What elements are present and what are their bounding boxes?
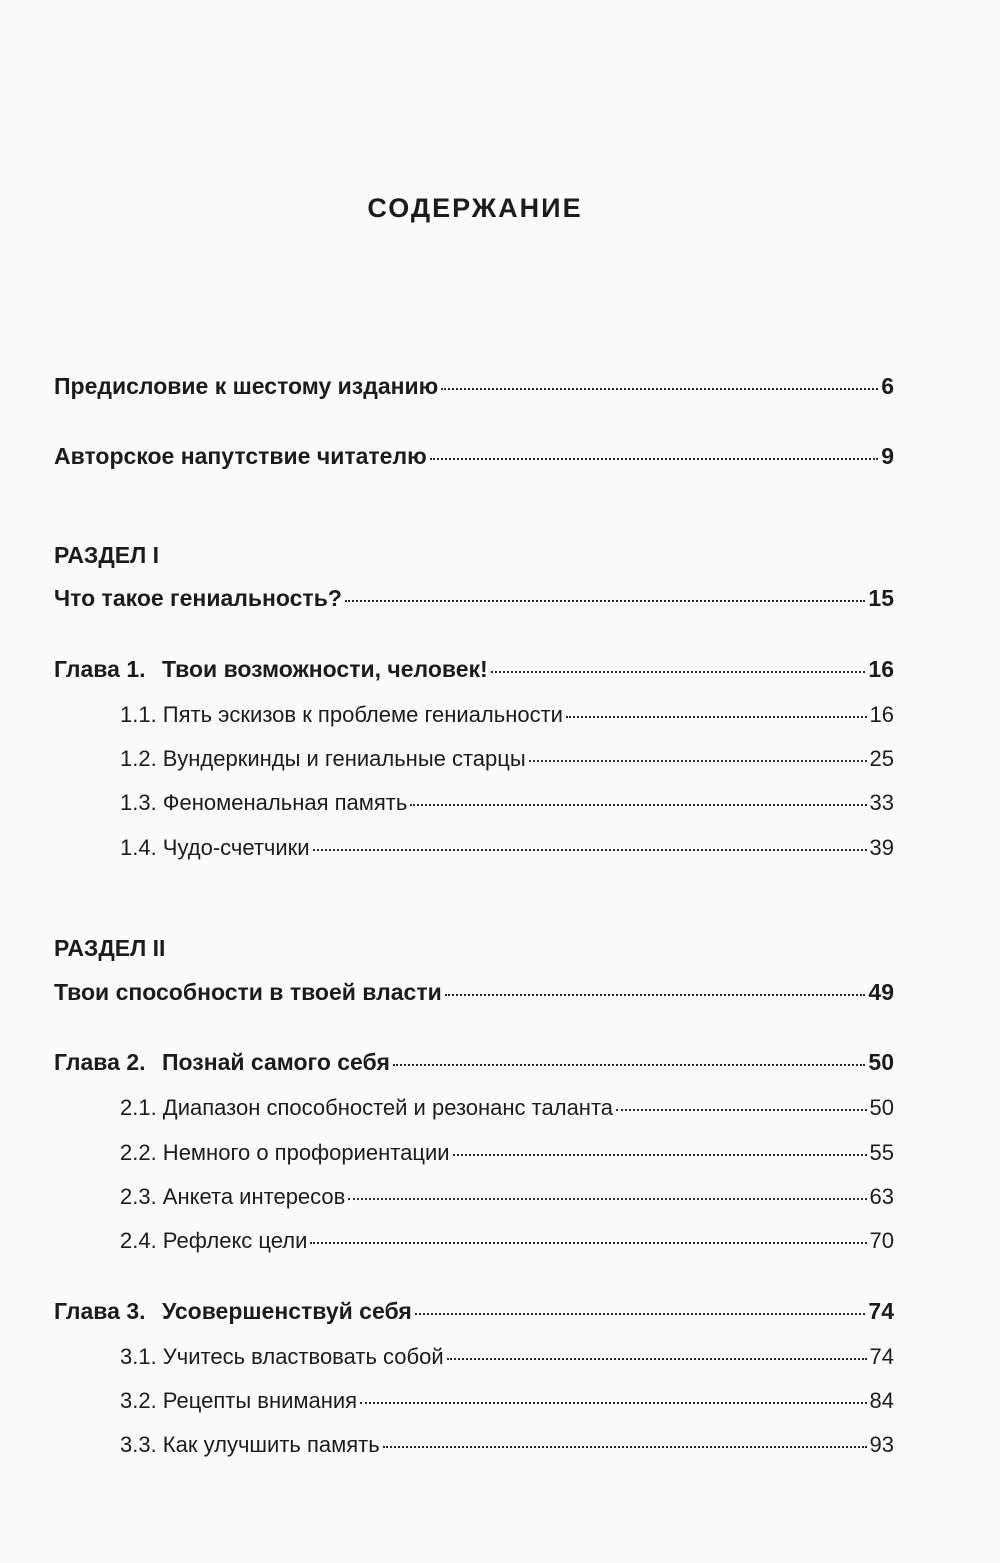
toc-entry-2-4 [120, 1228, 894, 1254]
toc-entry-3-3 [120, 1432, 894, 1458]
toc-entry-page: 49 [868, 979, 894, 1005]
dot-leader [441, 388, 878, 390]
toc-entry-page: 39 [869, 835, 894, 860]
toc-entry-page: 16 [869, 702, 894, 727]
toc-entry-author-note [54, 443, 894, 470]
toc-entry-label: 1.1. Пять эскизов к проблеме гениальности [120, 702, 563, 727]
dot-leader [345, 600, 866, 602]
toc-entry-label: Усовершенствуй себя [162, 1298, 412, 1324]
dot-leader [410, 804, 866, 806]
toc-entry-chapter-1 [54, 656, 894, 683]
toc-entry-2-2 [120, 1140, 894, 1166]
toc-entry-label: Авторское напутствие читателю [54, 443, 427, 469]
toc-entry-page: 74 [868, 1298, 894, 1324]
toc-entry-2-3 [120, 1184, 894, 1210]
toc-entry-label: 3.3. Как улучшить память [120, 1432, 380, 1457]
toc-entry-page: 84 [869, 1388, 894, 1413]
toc-entry-label: 2.2. Немного о профориентации [120, 1140, 450, 1165]
dot-leader [430, 458, 878, 460]
toc-entry-1-3 [120, 790, 894, 816]
toc-entry-chapter-3 [54, 1298, 894, 1325]
toc-entry-label: Что такое гениальность? [54, 585, 342, 611]
toc-entry-page: 50 [868, 1049, 894, 1075]
toc-entry-page: 55 [869, 1140, 894, 1165]
dot-leader [360, 1402, 866, 1404]
toc-entry-label: Предисловие к шестому изданию [54, 373, 439, 399]
dot-leader [566, 716, 867, 718]
toc-entry-2-1 [120, 1095, 894, 1121]
section-heading-1: РАЗДЕЛ I [54, 542, 159, 568]
toc-entry-page: 33 [869, 790, 894, 815]
toc-entry-3-1 [120, 1344, 894, 1370]
toc-entry-label: 3.2. Рецепты внимания [120, 1388, 358, 1413]
toc-entry-label: 3.1. Учитесь властвовать собой [120, 1344, 444, 1369]
toc-entry-1-4 [120, 835, 894, 861]
toc-entry-label: 2.1. Диапазон способностей и резонанс таланта [120, 1095, 614, 1120]
dot-leader [529, 760, 867, 762]
toc-entry-preface [54, 373, 894, 400]
toc-entry-label: 1.3. Феноменальная память [120, 790, 408, 815]
dot-leader [383, 1446, 867, 1448]
dot-leader [447, 1358, 867, 1360]
toc-entry-1-1 [120, 702, 894, 728]
toc-entry-label: 1.2. Вундеркинды и гениальные старцы [120, 746, 526, 771]
toc-entry-part-2 [54, 979, 894, 1006]
toc-entry-page: 70 [869, 1228, 894, 1253]
dot-leader [393, 1064, 866, 1066]
toc-entry-page: 93 [869, 1432, 894, 1457]
chapter-number: Глава 3. [54, 1298, 146, 1324]
toc-entry-page: 25 [869, 746, 894, 771]
dot-leader [310, 1242, 866, 1244]
toc-entry-chapter-2 [54, 1049, 894, 1076]
toc-entry-page: 74 [869, 1344, 894, 1369]
toc-entry-label: 2.4. Рефлекс цели [120, 1228, 308, 1253]
chapter-number: Глава 2. [54, 1049, 146, 1075]
toc-entry-page: 16 [868, 656, 894, 682]
page-title: СОДЕРЖАНИЕ [367, 193, 583, 223]
toc-entry-label: 2.3. Анкета интересов [120, 1184, 346, 1209]
toc-entry-label: Познай самого себя [162, 1049, 390, 1075]
dot-leader [445, 994, 866, 996]
dot-leader [453, 1154, 867, 1156]
dot-leader [313, 849, 867, 851]
toc-entry-label: 1.4. Чудо-счетчики [120, 835, 310, 860]
toc-entry-label: Твои возможности, человек! [162, 656, 488, 682]
dot-leader [616, 1109, 867, 1111]
toc-entry-page: 6 [881, 373, 894, 399]
dot-leader [491, 671, 866, 673]
chapter-number: Глава 1. [54, 656, 146, 682]
toc-entry-page: 15 [868, 585, 894, 611]
toc-entry-page: 50 [869, 1095, 894, 1120]
dot-leader [415, 1313, 866, 1315]
toc-entry-label: Твои способности в твоей власти [54, 979, 442, 1005]
toc-entry-3-2 [120, 1388, 894, 1414]
toc-entry-page: 9 [881, 443, 894, 469]
toc-entry-part-1 [54, 585, 894, 612]
toc-entry-page: 63 [869, 1184, 894, 1209]
toc-entry-1-2 [120, 746, 894, 772]
section-heading-2: РАЗДЕЛ II [54, 935, 166, 961]
dot-leader [348, 1198, 866, 1200]
